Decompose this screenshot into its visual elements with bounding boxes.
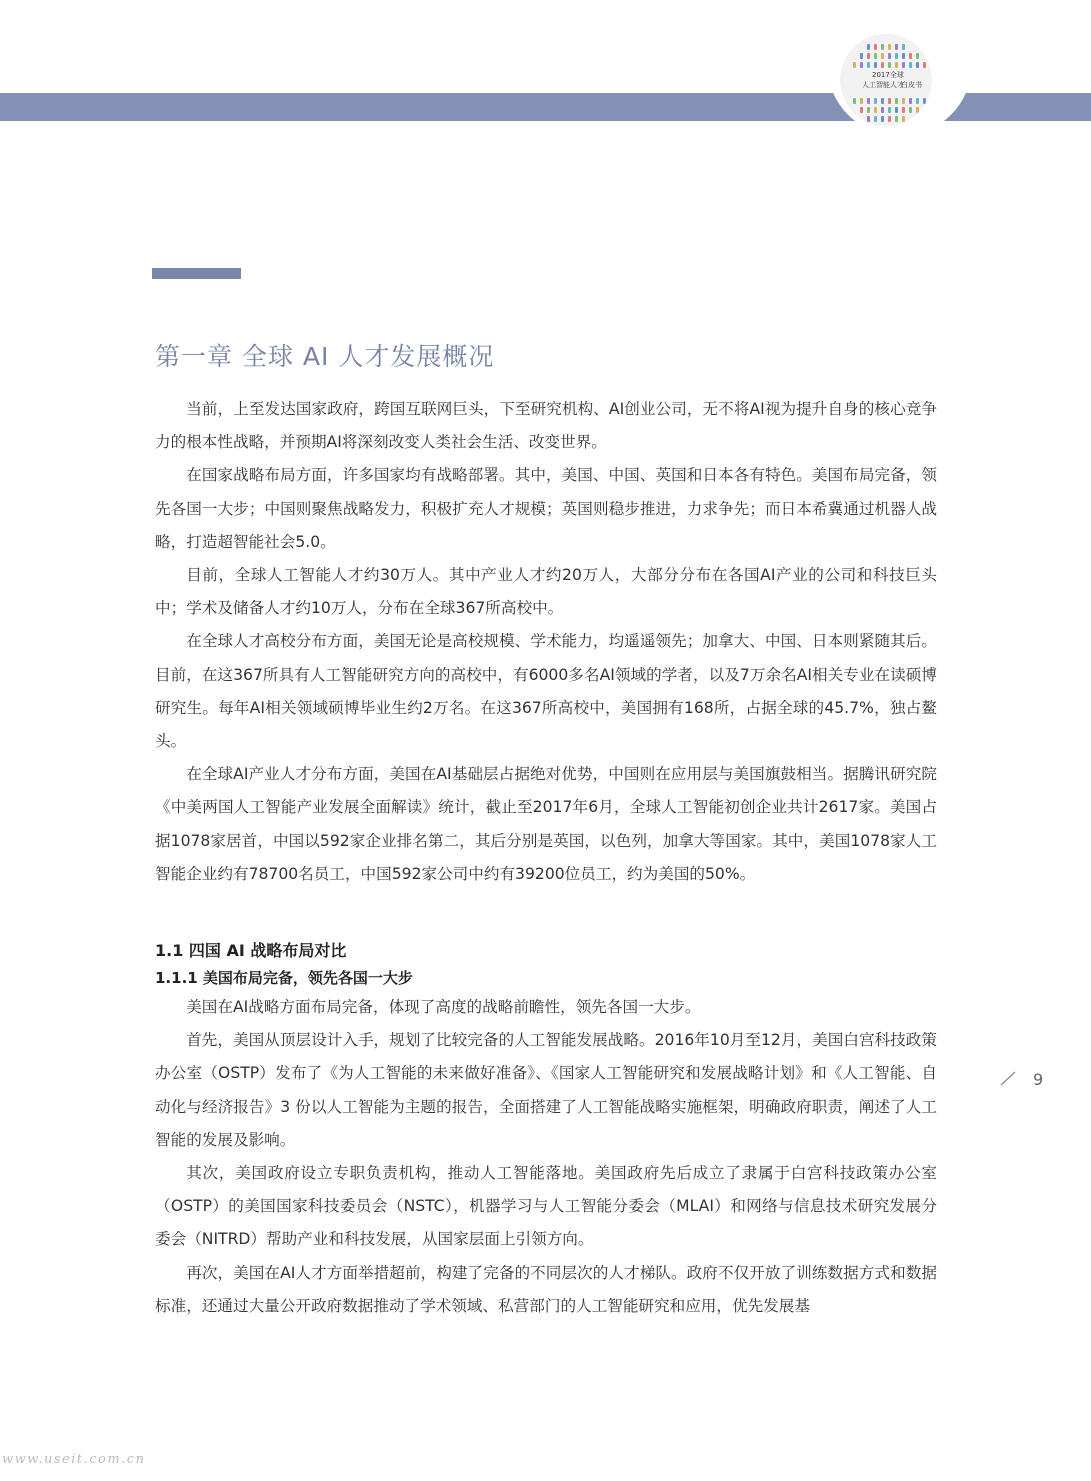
person-figure — [923, 62, 926, 68]
person-figure — [902, 62, 905, 68]
badge-title: 人工智能人才 — [862, 81, 904, 89]
person-figure — [881, 62, 884, 68]
person-figure — [916, 107, 919, 113]
person-figure — [881, 53, 884, 59]
person-figure — [867, 107, 870, 113]
body-content — [155, 393, 937, 1323]
person-figure — [895, 44, 898, 50]
paragraph: 其次，美国政府设立专职负责机构，推动人工智能落地。美国政府先后成立了隶属于白宫科技政策办公室（OSTP）的美国国家科技委员会（NSTC），机器学习与人工智能分委会（MLAI）和网络与信息技术研究发展分委会（NITRD）帮助产业和科技发展，从国家层面上引领方向。 — [155, 1164, 937, 1249]
person-figure — [867, 98, 870, 104]
person-figure — [902, 107, 905, 113]
person-figure — [888, 53, 891, 59]
person-figure — [909, 62, 912, 68]
paragraph: 美国在AI战略方面布局完备，体现了高度的战略前瞻性，领先各国一大步。 — [186, 998, 701, 1017]
person-figure — [916, 98, 919, 104]
person-figure — [916, 62, 919, 68]
person-figure — [916, 53, 919, 59]
person-figure — [860, 62, 863, 68]
person-figure — [874, 116, 877, 122]
person-figure — [895, 107, 898, 113]
person-figure — [909, 98, 912, 104]
badge-year: 2017全球 — [872, 71, 904, 79]
person-figure — [881, 98, 884, 104]
person-figure — [874, 107, 877, 113]
person-figure — [909, 107, 912, 113]
person-figure — [888, 98, 891, 104]
person-figure — [888, 62, 891, 68]
person-figure — [895, 62, 898, 68]
person-figure — [874, 44, 877, 50]
paragraph: 当前，上至发达国家政府，跨国互联网巨头，下至研究机构、AI创业公司，无不将AI视为提升自身的核心竞争力的根本性战略，并预期AI将深刻改变人类社会生活、改变世界。 — [155, 400, 937, 452]
person-figure — [881, 44, 884, 50]
paragraph: 在全球AI产业人才分布方面，美国在AI基础层占据绝对优势，中国则在应用层与美国旗鼓相当。据腾讯研究院《中美两国人工智能产业发展全面解读》统计，截止至2017年6月，全球人工智能初创企业共计2617家。美国占据1078家居首，中国以592家企业排名第二，其后分别是英国，以色列，加拿大等国家。其中，美国1078家人工智能企业约有78700名员工，中国592家公司中约有39200位员工，约为美国的50%。 — [155, 765, 937, 883]
person-figure — [895, 53, 898, 59]
page-slash-icon — [999, 1068, 1019, 1088]
person-figure — [860, 107, 863, 113]
person-figure — [902, 44, 905, 50]
chapter-accent-bar — [152, 268, 241, 279]
chapter-paragraphs — [155, 393, 937, 891]
subsection-heading: 1.1.1 美国布局完备，领先各国一大步 — [155, 969, 413, 988]
report-badge-logo — [840, 34, 932, 126]
person-figure — [867, 53, 870, 59]
person-figure — [853, 62, 856, 68]
person-figure — [867, 116, 870, 122]
person-figure — [860, 98, 863, 104]
person-figure — [867, 62, 870, 68]
person-figure — [888, 44, 891, 50]
person-figure — [923, 98, 926, 104]
person-figure — [874, 98, 877, 104]
watermark: www.useit.com.cn — [2, 1452, 146, 1467]
chapter-title: 第一章 全球 AI 人才发展概况 — [155, 342, 495, 371]
person-figure — [874, 53, 877, 59]
section-paragraphs — [155, 991, 937, 1323]
paragraph: 首先，美国从顶层设计入手，规划了比较完备的人工智能发展战略。2016年10月至12月，美国白宫科技政策办公室（OSTP）发布了《为人工智能的未来做好准备》、《国家人工智能研究和发展战略计划》和《人工智能、自动化与经济报告》3 份以人工智能为主题的报告，全面搭建了人工智能战略实施框架，明确政府职责，阐述了人工智能的发展及影响。 — [155, 1031, 937, 1149]
person-figure — [895, 98, 898, 104]
section-heading: 1.1 四国 AI 战略布局对比 — [155, 941, 347, 961]
person-figure — [881, 107, 884, 113]
paragraph: 目前，全球人工智能人才约30万人。其中产业人才约20万人，大部分分布在各国AI产业的公司和科技巨头中；学术及储备人才约10万人，分布在全球367所高校中。 — [155, 566, 937, 618]
person-figure — [867, 44, 870, 50]
paragraph: 在国家战略布局方面，许多国家均有战略部署。其中，美国、中国、英国和日本各有特色。美国布局完备，领先各国一大步；中国则聚焦战略发力，积极扩充人才规模；英国则稳步推进，力求争先；而日本希冀通过机器人战略，打造超智能社会5.0。 — [155, 466, 937, 551]
page-number: 9 — [1033, 1070, 1044, 1089]
person-figure — [874, 62, 877, 68]
person-figure — [895, 116, 898, 122]
person-figure — [902, 116, 905, 122]
person-figure — [881, 116, 884, 122]
person-figure — [888, 116, 891, 122]
person-figure — [909, 53, 912, 59]
paragraph: 再次，美国在AI人才方面举措超前，构建了完备的不同层次的人才梯队。政府不仅开放了训练数据方式和数据标准，还通过大量公开政府数据推动了学术领域、私营部门的人工智能研究和应用，优先发展基 — [155, 1263, 937, 1315]
person-figure — [888, 107, 891, 113]
person-figure — [902, 53, 905, 59]
badge-subtitle: 白皮书 — [901, 81, 922, 89]
paragraph: 在全球人才高校分布方面，美国无论是高校规模、学术能力，均遥遥领先；加拿大、中国、日本则紧随其后。目前，在这367所具有人工智能研究方向的高校中，有6000多名AI领域的学者，以及7万余名AI相关专业在读硕博研究生。每年AI相关领域硕博毕业生约2万名。在这367所高校中，美国拥有168所，占据全球的45.7%，独占鳌头。 — [155, 632, 937, 751]
person-figure — [860, 53, 863, 59]
person-figure — [902, 98, 905, 104]
person-figure — [853, 98, 856, 104]
